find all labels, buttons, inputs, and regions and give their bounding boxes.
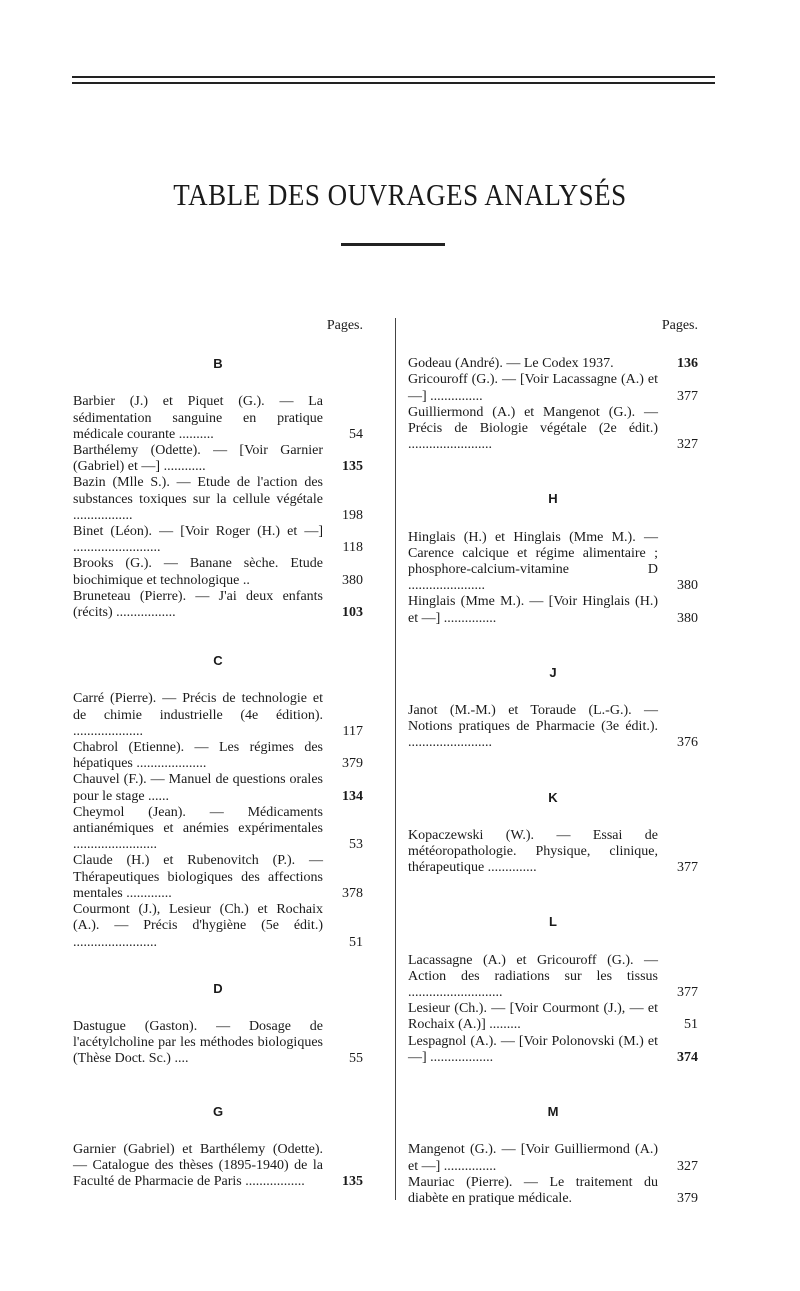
entry-page-number: 327: [677, 1158, 698, 1174]
section-list: [73, 356, 363, 1190]
index-entry: [73, 394, 363, 443]
index-entry: [73, 805, 363, 854]
entry-text: Guilliermond (A.) et Mangenot (G.). — Précis de Biologie végétale (2e édit.) ........................: [408, 404, 658, 453]
entry-page-number: 135: [342, 1174, 363, 1190]
right-column: [408, 318, 698, 1207]
entry-text: Brooks (G.). — Banane sèche. Etude biochimique et technologique ..: [73, 556, 323, 588]
entry-text: Mauriac (Pierre). — Le traitement du diabète en pratique médicale.: [408, 1174, 658, 1206]
index-entry: [408, 1142, 698, 1174]
index-entry: [408, 1175, 698, 1207]
top-rule: [72, 82, 715, 84]
section-letter: B: [213, 356, 223, 372]
section-letter: K: [548, 789, 558, 805]
entry-text: Godeau (André). — Le Codex 1937.: [408, 356, 614, 372]
index-entry: [408, 828, 698, 877]
entry-page-number: 376: [677, 735, 698, 751]
entry-page-number: 134: [342, 788, 363, 804]
index-section: [408, 356, 698, 453]
entry-text: Dastugue (Gaston). — Dosage de l'acétylcholine par les méthodes biologiques (Thèse Doct. Sc.) ....: [73, 1018, 323, 1067]
page-title: TABLE DES OUVRAGES ANALYSÉS: [173, 178, 627, 212]
entry-text: Garnier (Gabriel) et Barthélemy (Odette). — Catalogue des thèses (1895-1940) de la Faculté de Pharmacie de Paris .................: [73, 1141, 323, 1190]
index-entry: [73, 1142, 363, 1191]
entry-text: Carré (Pierre). — Précis de technologie et de chimie industrielle (4e édition). ....................: [73, 691, 323, 739]
entry-page-number: 136: [677, 356, 698, 372]
entry-text: Janot (M.-M.) et Toraude (L.-G.). — Notions pratiques de Pharmacie (3e édit.). ........................: [408, 703, 658, 751]
index-section: [408, 491, 698, 626]
index-entry: [73, 772, 363, 804]
entry-page-number: 135: [342, 459, 363, 475]
entry-page-number: 378: [342, 885, 363, 901]
title-rule: [341, 243, 445, 246]
section-letter: G: [212, 1103, 224, 1119]
index-entry: [73, 443, 363, 475]
entry-page-number: 103: [342, 605, 363, 621]
entry-page-number: 374: [677, 1049, 698, 1065]
section-letter: C: [213, 653, 223, 669]
entry-text: Barbier (J.) et Piquet (G.). — La sédimentation sanguine en pratique médicale courante ..........: [73, 394, 323, 442]
index-entry: [73, 1019, 363, 1068]
index-entry: [73, 524, 363, 556]
entry-page-number: 51: [684, 1017, 698, 1033]
pages-label: Pages.: [661, 318, 698, 333]
entry-text: Lesieur (Ch.). — [Voir Courmont (J.), — et Rochaix (A.)] .........: [408, 1001, 658, 1033]
entry-page-number: 55: [349, 1051, 363, 1067]
entry-text: Courmont (J.), Lesieur (Ch.) et Rochaix (A.). — Précis d'hygiène (5e édit.) ........................: [73, 902, 323, 950]
entry-text: Bruneteau (Pierre). — J'ai deux enfants (récits) .................: [73, 588, 323, 621]
entry-page-number: 117: [342, 723, 363, 739]
entry-text: Lespagnol (A.). — [Voir Polonovski (M.) et —] ..................: [408, 1033, 658, 1065]
entry-text: Cheymol (Jean). — Médicaments antianémiques et anémies expérimentales ........................: [73, 804, 323, 853]
entry-text: Claude (H.) et Rubenovitch (P.). — Thérapeutiques biologiques des affections mentales .............: [73, 853, 323, 901]
entry-text: Binet (Léon). — [Voir Roger (H.) et —] .........................: [73, 524, 323, 556]
index-section: [73, 981, 363, 1068]
top-rule: [72, 76, 715, 78]
entry-page-number: 54: [349, 426, 363, 442]
index-entry: [73, 589, 363, 621]
index-entry: [73, 475, 363, 524]
entry-page-number: 118: [342, 540, 363, 556]
entry-text: Chauvel (F.). — Manuel de questions orales pour le stage ......: [73, 772, 323, 804]
entry-page-number: 377: [677, 388, 698, 404]
left-column: [73, 318, 363, 1190]
section-letter: M: [547, 1104, 559, 1120]
index-entry: [408, 953, 698, 1002]
entry-text: Hinglais (H.) et Hinglais (Mme M.). — Carence calcique et régime alimentaire ; phosphore-calcium-vitamine D ......................: [408, 529, 658, 594]
index-entry: [408, 530, 698, 595]
entry-page-number: 377: [677, 860, 698, 876]
entry-page-number: 51: [349, 934, 363, 950]
index-entry: [73, 853, 363, 902]
entry-page-number: 198: [342, 507, 363, 523]
index-entry: [408, 594, 698, 626]
index-entry: [408, 1001, 698, 1033]
entry-page-number: 379: [342, 756, 363, 772]
index-section: [73, 653, 363, 950]
section-letter: L: [549, 914, 557, 930]
index-entry: [408, 356, 698, 372]
entry-text: Lacassagne (A.) et Gricouroff (G.). — Action des radiations sur les tissus ...........................: [408, 952, 658, 1001]
index-entry: [408, 703, 698, 752]
entry-text: Mangenot (G.). — [Voir Guilliermond (A.) et —] ...............: [408, 1142, 658, 1174]
entry-page-number: 53: [349, 837, 363, 853]
index-section: [73, 1104, 363, 1191]
entry-text: Barthélemy (Odette). — [Voir Garnier (Gabriel) et —] ............: [73, 443, 323, 475]
section-letter: H: [548, 491, 558, 507]
index-entry: [408, 1034, 698, 1066]
index-entry: [73, 691, 363, 740]
index-section: [408, 914, 698, 1066]
index-section: [408, 665, 698, 752]
section-list: [408, 356, 698, 1207]
column-divider: [395, 318, 396, 1200]
index-section: [73, 356, 363, 621]
index-section: [408, 1104, 698, 1207]
entry-text: Gricouroff (G.). — [Voir Lacassagne (A.) et —] ...............: [408, 372, 658, 404]
entry-page-number: 327: [677, 437, 698, 453]
entry-text: Bazin (Mlle S.). — Etude de l'action des substances toxiques sur la cellule végétale .................: [73, 475, 323, 523]
entry-page-number: 380: [677, 578, 698, 594]
index-entry: [408, 405, 698, 454]
entry-text: Chabrol (Etienne). — Les régimes des hépatiques ....................: [73, 740, 323, 772]
entry-page-number: 380: [677, 610, 698, 626]
entry-text: Kopaczewski (W.). — Essai de météoropathologie. Physique, clinique, thérapeutique ..............: [408, 827, 658, 876]
section-letter: D: [213, 980, 223, 996]
pages-label: Pages.: [326, 318, 363, 333]
index-entry: [73, 902, 363, 951]
index-entry: [73, 740, 363, 772]
index-entry: [408, 372, 698, 404]
index-entry: [73, 556, 363, 588]
entry-text: Hinglais (Mme M.). — [Voir Hinglais (H.) et —] ...............: [408, 594, 658, 626]
entry-page-number: 380: [342, 572, 363, 588]
index-section: [408, 790, 698, 877]
section-letter: J: [549, 664, 557, 680]
entry-page-number: 379: [677, 1190, 698, 1206]
entry-page-number: 377: [677, 985, 698, 1001]
